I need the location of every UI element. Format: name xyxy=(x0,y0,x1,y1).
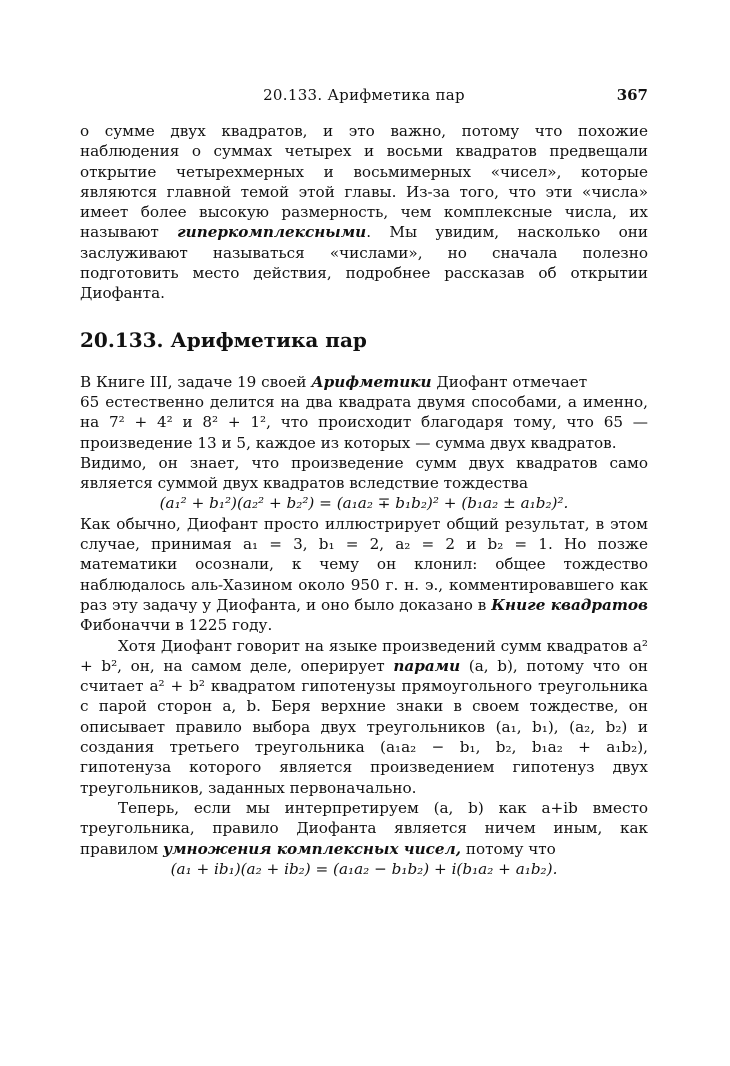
text-run: . Мы увидим, насколько они заслуживают называться «числами», но сначала полезно подготовить место действия, подробнее рассказав об открытии Диофанта. xyxy=(80,223,648,303)
block-quote: 65 естественно делится на два квадрата двумя способами, а именно, на 7² + 4² и 8² + 1², что происходит благодаря тому, что 65 — произведение 13 и 5, каждое из которых — сумма двух квадратов. xyxy=(80,392,648,452)
formula-complex-multiplication: (a₁ + ib₁)(a₂ + ib₂) = (a₁a₂ − b₁b₂) + i(b₁a₂ + a₁b₂). xyxy=(170,859,558,878)
section-heading: 20.133. Арифметика пар xyxy=(80,327,367,352)
page-number: 367 xyxy=(616,86,648,104)
emphasis: Арифметики xyxy=(311,372,432,391)
emphasis: умножения комплексных чисел, xyxy=(163,839,461,858)
paragraph-pairs xyxy=(80,636,648,798)
page-body xyxy=(80,121,648,879)
text-run: Хотя Диофант говорит на языке произведений сумм квадратов a² + b², он, на самом деле, оперирует xyxy=(80,636,648,675)
emphasis: Книге квадратов xyxy=(491,595,648,614)
text-run: Теперь, если мы интерпретируем (a, b) как a+ib вместо треугольника, правило Диофанта является ничем иным, как правилом xyxy=(80,798,648,858)
paragraph-history xyxy=(80,514,648,636)
text-run: потому что xyxy=(461,839,556,858)
paragraph-identity-intro: Видимо, он знает, что произведение сумм двух квадратов само является суммой двух квадратов вследствие тождества xyxy=(80,453,648,493)
formula-identity: (a₁² + b₁²)(a₂² + b₂²) = (a₁a₂ ∓ b₁b₂)² + (b₁a₂ ± a₁b₂)². xyxy=(159,494,569,513)
text-run: Фибоначчи в 1225 году. xyxy=(80,616,273,635)
paragraph-complex xyxy=(80,798,648,859)
emphasis: гиперкомплексными xyxy=(177,223,367,242)
paragraph-continuation xyxy=(80,121,648,304)
header-section-title: 20.133. Арифметика пар xyxy=(263,86,465,104)
text-run: Диофант отмечает xyxy=(431,372,588,391)
text-run: В Книге III, задаче 19 своей xyxy=(80,372,312,391)
paragraph-intro xyxy=(80,372,648,392)
text-run: о сумме двух квадратов, и это важно, потому что похожие наблюдения о суммах четырех и восьми квадратов предвещали открытие четырехмерных и восьмимерных «чисел», которые являются главной темой этой главы. Из-за того, что эти «числа» имеет более высокую размерность, чем комплексные числа, их называют xyxy=(80,122,648,242)
text-run: Как обычно, Диофант просто иллюстрирует общий результат, в этом случае, принимая a₁ = 3, b₁ = 2, a₂ = 2 и b₂ = 1. Но позже математики осознали, к чему он клонил: общее тождество наблюдалось аль-Хазином около 950 г. н. э., комментировавшего как раз эту задачу у Диофанта, и оно было доказано в xyxy=(80,514,648,614)
text-run: (a, b), потому что он считает a² + b² квадратом гипотенузы прямоугольного треугольника с парой сторон a, b. Беря верхние знаки в своем тождестве, он описывает правило выбора двух треугольников (a₁, b₁), (a₂, b₂) и создания третьего треугольника (a₁a₂ − b₁, b₂, b₁a₂ + a₁b₂), гипотенуза которого является произведением гипотенуз двух треугольников, заданных первоначально. xyxy=(80,656,648,797)
emphasis: парами xyxy=(393,656,461,675)
